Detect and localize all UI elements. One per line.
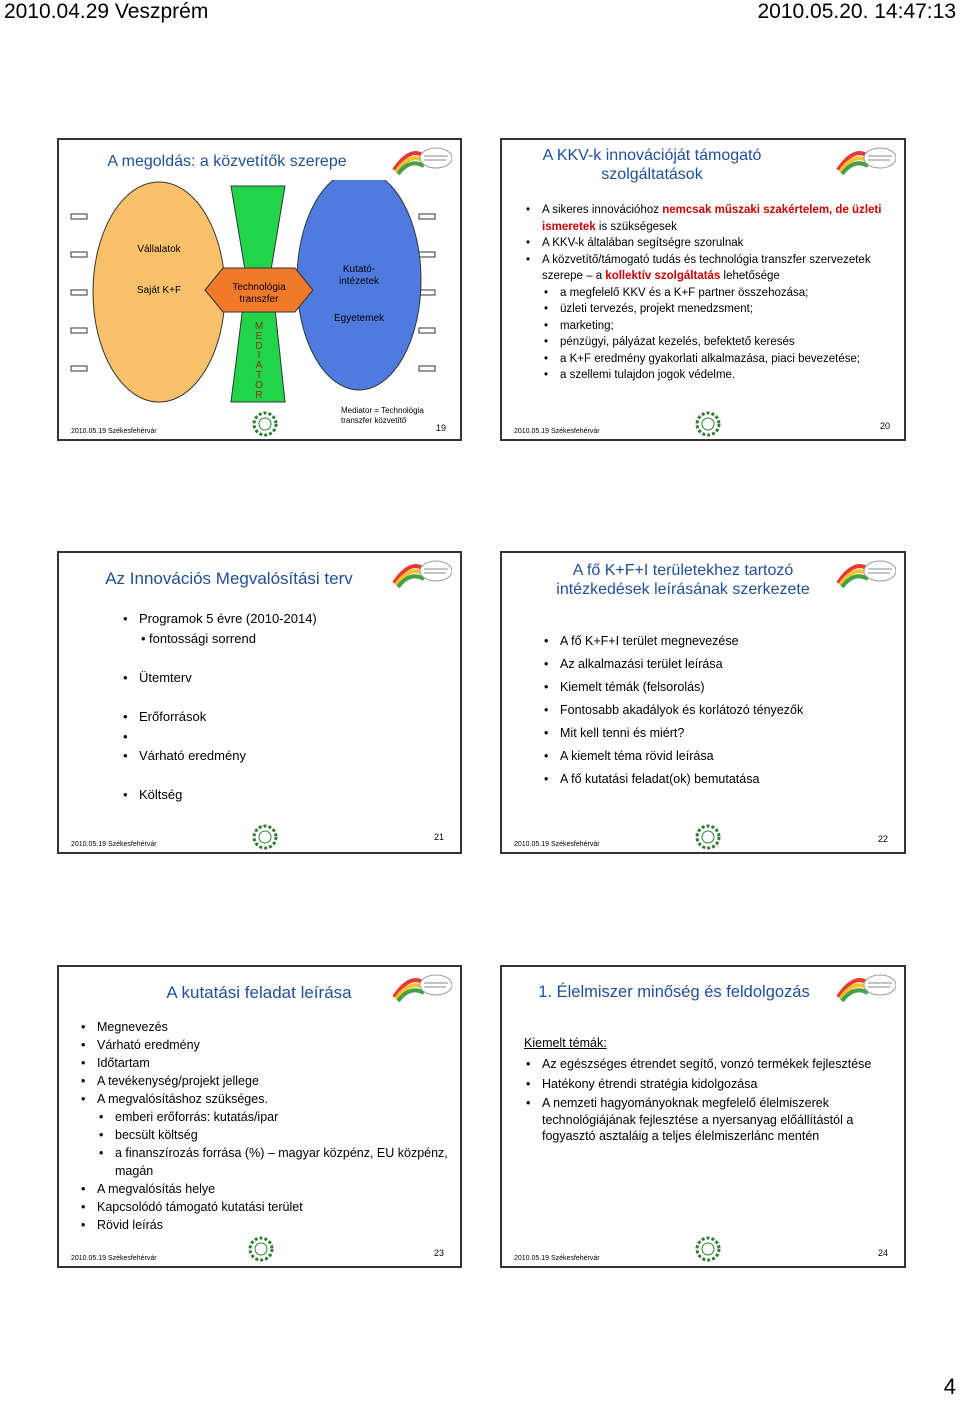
list-item: • Programok 5 évre (2010-2014) [121,611,441,631]
program-logo-icon [390,557,452,589]
list-item: • Megnevezés [79,1018,449,1036]
footer-date: 2010.05.19 Székesfehérvár [71,1255,157,1262]
list-item: • Költség [121,787,441,807]
list-item: • Ütemterv [121,670,441,709]
plan-list [121,611,441,807]
slide-24 [500,965,906,1268]
mediator-letter: A [255,360,263,372]
research-institutes-label: Kutató-intézetek [338,264,380,287]
slide-22 [500,551,906,854]
services-list [524,202,894,384]
mediator-note: Mediator = Technológia transzfer közvetítő [341,406,424,425]
list-item: • A tevékenység/projekt jellege [79,1072,449,1090]
efosz-logo-icon [245,823,285,851]
efosz-logo-icon [688,823,728,851]
footer-date: 2010.05.19 Székesfehérvár [71,841,157,848]
list-item: • A KKV-k általában segítségre szorulnak [524,235,894,252]
list-item: • Kiemelt témák (felsorolás) [542,676,892,699]
efosz-logo-icon [241,1235,281,1263]
list-item: • A fő K+F+I terület megnevezése [542,630,892,653]
program-logo-icon [390,144,452,176]
list-item: • marketing; [524,318,894,335]
mediator-letter: T [255,369,263,381]
list-item [524,202,894,235]
list-item [121,729,441,748]
slide-number: 19 [435,423,446,433]
slide-20 [500,138,906,441]
program-logo-icon [390,971,452,1003]
slide-23 [57,965,462,1268]
companies-label: Vállalatok [137,244,181,255]
slide-number: 20 [879,421,890,431]
list-item: • Várható eredmény [121,748,441,787]
list-item: • Az alkalmazási terület leírása [542,653,892,676]
list-item: • A kiemelt téma rövid leírása [542,745,892,768]
slide-title: 1. Élelmiszer minőség és feldolgozás [538,983,810,1001]
task-list [79,1018,449,1234]
header-left: 2010.04.29 Veszprém [4,0,209,23]
list-item: • a megfelelő KKV és a K+F partner összehozása; [524,285,894,302]
footer-date: 2010.05.19 Székesfehérvár [514,1255,600,1262]
list-item: • emberi erőforrás: kutatás/ipar [79,1108,449,1126]
list-item: • Várható eredmény [79,1036,449,1054]
own-rd-label: Saját K+F [136,285,182,296]
mediator-letter: D [255,340,263,352]
text-span: is szükségesek [595,220,677,233]
technology-transfer-label: Technológia transzfer [232,282,286,305]
slide-number: 21 [433,832,444,842]
slide-number: 23 [433,1248,444,1258]
slide-title: A KKV-k innovációját támogató szolgáltatások [542,147,762,184]
slide-number: 24 [877,1248,888,1258]
highlight-text: kollektív szolgáltatás [605,270,721,282]
list-item: • Az egészséges étrendet segítő, vonzó termékek fejlesztése [524,1056,889,1073]
list-item: • a K+F eredmény gyakorlati alkalmazása, piaci bevezetése; [524,351,894,368]
highlight-text: nemcsak műszaki szakértelem, de üzleti ismeretek [542,204,882,233]
structure-list [542,630,892,791]
header-right: 2010.05.20. 14:47:13 [757,0,956,23]
slide-19 [57,138,462,441]
slide-number: 22 [877,834,888,844]
text-span: A közvetítő/támogató tudás és technológia transzfer szervezetek szerepe – a [542,253,871,282]
program-logo-icon [834,557,896,589]
slide-title: A megoldás: a közvetítők szerepe [107,153,347,170]
slide-title: Az Innovációs Megvalósítási terv [105,569,353,588]
list-item: • fontossági sorrend [121,631,441,670]
program-logo-icon [834,144,896,176]
footer-date: 2010.05.19 Székesfehérvár [71,428,157,435]
mediator-letter: E [255,330,263,342]
list-item: • Erőforrások [121,709,441,729]
mediator-letter: O [255,379,263,391]
universities-label: Egyetemek [333,313,385,324]
topics-list [524,1056,889,1145]
mediator-letter: M [254,321,264,332]
list-item: • Rövid leírás [79,1216,449,1234]
text-span: lehetősége [720,270,780,282]
list-item: • Kapcsolódó támogató kutatási terület [79,1198,449,1216]
list-item: • a szellemi tulajdon jogok védelme. [524,367,894,384]
list-item: • Fontosabb akadályok és korlátozó tényezők [542,699,892,722]
list-item: • A megvalósításhoz szükséges. [79,1090,449,1108]
list-item: • a finanszírozás forrása (%) – magyar közpénz, EU közpénz, magán [79,1144,449,1180]
efosz-logo-icon [688,1235,728,1263]
list-item: • becsült költség [79,1126,449,1144]
slide-title: A fő K+F+I területekhez tartozó intézkedések leírásának szerkezete [556,562,810,599]
list-item: • A fő kutatási feladat(ok) bemutatása [542,768,892,791]
slide-title: A kutatási feladat leírása [166,983,352,1002]
program-logo-icon [834,971,896,1003]
list-item: • üzleti tervezés, projekt menedzsment; [524,301,894,318]
footer-date: 2010.05.19 Székesfehérvár [514,428,600,435]
efosz-logo-icon [688,410,728,438]
list-item: • Hatékony étrendi stratégia kidolgozása [524,1076,889,1093]
mediator-letter: R [255,389,263,401]
mediator-letter: I [257,350,261,362]
list-item: • Időtartam [79,1054,449,1072]
list-item: • Mit kell tenni és miért? [542,722,892,745]
efosz-logo-icon [245,410,285,438]
list-item [524,252,894,285]
footer-date: 2010.05.19 Székesfehérvár [514,841,600,848]
mediator-letters [249,322,269,400]
slide-21 [57,551,462,854]
text-span: A sikeres innovációhoz [542,204,663,216]
list-item: • A nemzeti hagyományoknak megfelelő élelmiszerek technológiájának fejlesztése a nyersanyag előállítástól a fogyasztó asztaláig a teljes élelmiszerlánc mentén [524,1095,889,1145]
list-item: • pénzügyi, pályázat kezelés, befektető keresés [524,334,894,351]
featured-topics-heading: Kiemelt témák: [524,1036,607,1050]
page-number: 4 [943,1374,956,1399]
list-item: • A megvalósítás helye [79,1180,449,1198]
